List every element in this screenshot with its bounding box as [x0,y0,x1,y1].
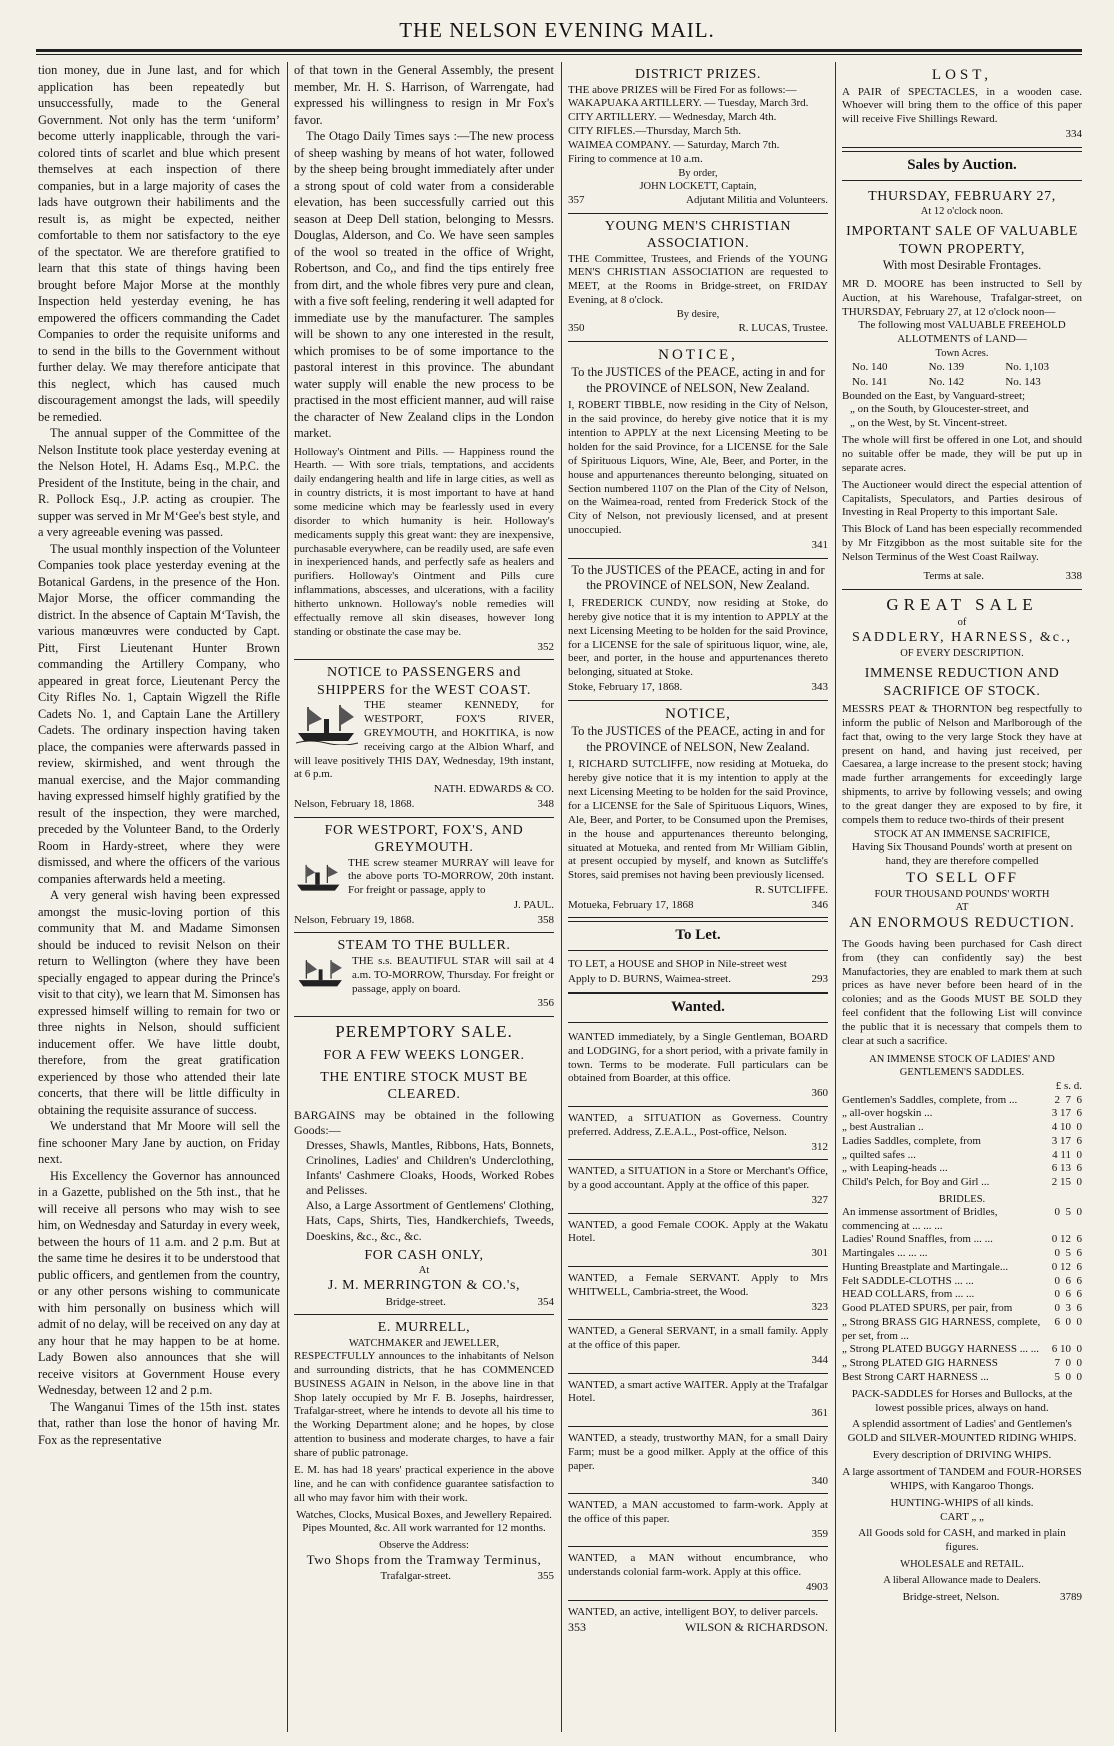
lost-heading: LOST, [931,67,993,83]
auction-text: MR D. MOORE has been instructed to Sell by Auction, at his Warehouse, Trafalgar-street, on THURSDAY, February 27, at 12 o'clock noon— [842,277,1082,318]
advert-number: 312 [811,1140,828,1153]
column-divider [287,62,288,1732]
district-prizes-sign2: Adjutant Militia and Volunteers. [686,193,828,206]
price-item: „ Strong PLATED GIG HARNESS [842,1357,998,1370]
auction-text2: The following most VALUABLE FREEHOLD ALLOTMENTS of LAND— [858,319,1066,346]
masthead-rule [36,49,1082,52]
advert-number: 3789 [1060,1591,1082,1604]
price-item: „ best Australian .. [842,1121,924,1134]
murrell-sub: WATCHMAKER and JEWELLER, [348,1337,500,1349]
great-sale-advert [842,590,1082,1606]
news-paragraph: of that town in the General Assembly, the present member, Mr. H. S. Harrison, of Warrengate, had expressed his willingness to resign in Mr Fox's favor. [294,63,554,127]
westport-heading: FOR WESTPORT, FOX'S, AND GREYMOUTH. [324,822,524,856]
auction-lots [842,360,1082,389]
news-paragraph: The Wanganui Times of the 15th inst. states that, rather than lose the honor of having Mr. Fox as the representative [38,1399,280,1447]
price-row [842,1357,1082,1371]
price-item: Good PLATED SPURS, per pair, from [842,1302,1013,1315]
column-1-news [38,62,280,1730]
price-value: 2 15 0 [1051,1176,1082,1189]
great-sale-text: MESSRS PEAT & THORNTON beg respectfully to inform the public of Nelson and Marlborough of the fact that, owing to the very large Stock they have at present on hand, and having just received, per Caesarea, a large increase to the present stock; having made further arrangements for exceedingly large shipments, to arrive by following vessels; and owing to the great danger they are exposed to by fire, it compels them to reduce two-thirds of their present [842,703,1082,826]
column-2 [294,62,554,1730]
notice-sub: To the JUSTICES of the PEACE, acting in and for the PROVINCE of NELSON, New Zealand. [571,365,825,395]
great-sale-assortment: AN IMMENSE STOCK OF LADIES' AND GENTLEMEN'S SADDLES. [869,1053,1055,1078]
masthead-rule-thin [36,54,1082,55]
price-row [842,1107,1082,1121]
price-row [842,1247,1082,1261]
news-paragraph: We understand that Mr Moore will sell the fine schooner Mary Jane by auction, on Friday next. [38,1119,280,1166]
murrell-observe: Observe the Address: [379,1540,469,1552]
peremptory-heading: PEREMPTORY SALE. [335,1022,513,1042]
wanted-text: WANTED, a General SERVANT, in a small family. Apply at the office of this paper. [568,1325,828,1352]
price-row [842,1261,1082,1275]
price-item: „ with Leaping-heads ... [842,1162,948,1175]
buller-text: THE s.s. BEAUTIFUL STAR will sail at 4 a.m. TO-MORROW, Thursday. For freight or passage, apply on board. [352,954,554,995]
price-item: Martingales ... ... ... [842,1247,928,1260]
great-sale-four: FOUR THOUSAND POUNDS' WORTH [874,889,1050,901]
advert-number: 354 [537,1295,554,1308]
to-let-advert [568,954,828,992]
westport-text: THE screw steamer MURRAY will leave for the above ports TO-MORROW, 20th instant. For freight or passage, apply to [348,856,554,897]
wanted-list [568,1026,828,1620]
price-row [842,1176,1082,1190]
auction-title: IMPORTANT SALE OF VALUABLE TOWN PROPERTY, [846,224,1078,257]
lost-text: A PAIR of SPECTACLES, in a wooden case. Whoever will bring them to the office of this paper will receive Five Shillings Reward. [842,85,1082,126]
price-item: „ Strong BRASS GIG HARNESS, complete, per set, from ... [842,1315,1041,1342]
news-paragraph: tion money, due in June last, and for which application has been repeatedly but unsuccessfully, made to the General Government. Not only has the term ‘uniform’ become utterly inapplicable, through the vari-colored tints of scarlet and blue which present themselves at each inspection of there companies, but in a large majority of cases the lads have outgrown their habiliments and the result is, as might be expected, neither comfortable to them nor satisfactory to the eye of the spectator. We are therefore gratified to learn that this state of things having been brought before Major Morse at the monthly Inspection held yesterday evening, he has empowered the officers commanding the Cadet Companies to order the requisite uniforms and to send in the bills to the Government without further delay. We may therefore anticipate that this neglect, which has caused much discouragement amongst the lads, will speedily be remedied. [38,63,280,424]
price-value: 5 0 0 [1054,1370,1082,1383]
district-prizes-line: CITY RIFLES.—Thursday, March 5th. [568,125,742,138]
notice-text: I, ROBERT TIBBLE, now residing in the City of Nelson, in the said province, do hereby give notice that it is my intention to APPLY at the next Licensing Meeting to be holden for the said Province, for a LICENSE for the Sale of Spirituous Liquors, Wine, Ale, Beer, and Porter, in the house and appurtenances thereunto belonging, situated on Section numbered 1107 on the Plan of the City of Nelson, on the Waimea-road, rented from Frederick Stock of the City of Nelson, not previously licensed, and at present unoccupied. [568,399,828,537]
murrell-heading: E. MURRELL, [377,1320,471,1336]
notice-heading: NOTICE, [658,346,738,363]
advert-number: 4903 [806,1581,828,1594]
price-value: 3 17 6 [1051,1107,1082,1120]
auction-bound: Bounded on the East, by Vanguard-street; [842,389,1026,402]
wanted-advert [568,1107,828,1160]
price-item: „ quilted safes ... [842,1148,916,1161]
ymca-sign: R. LUCAS, Trustee. [738,322,828,335]
wanted-firm: WILSON & RICHARDSON. [684,1619,828,1634]
price-value: 2 7 6 [1054,1093,1082,1106]
wanted-heading: Wanted. [568,993,828,1023]
price-item: Ladies Saddles, complete, from [842,1134,981,1147]
murrell-text3: Watches, Clocks, Musical Boxes, and Jewellery Repaired. Pipes Mounted, &c. All work warranted for 12 months. [296,1508,552,1535]
column-4 [842,62,1082,1730]
to-let-apply: Apply to D. BURNS, Waimea-street. [568,973,731,986]
ymca-text: THE Committee, Trustees, and Friends of the YOUNG MEN'S CHRISTIAN ASSOCIATION are requested to MEET, at the Rooms in Bridge-street, on FRIDAY Evening, at 8 o'clock. [568,252,828,307]
ymca-heading: YOUNG MEN'S CHRISTIAN ASSOCIATION. [604,218,792,252]
column-divider [561,62,562,1732]
price-columns: £ s. d. [1055,1079,1082,1092]
wanted-text: WANTED immediately, by a Single Gentleman, BOARD and LODGING, for a short period, with a private family in town. Terms to be moderate. Full particulars can be obtained from Boarder, at this office. [568,1030,828,1085]
advert-number: 338 [1065,569,1082,582]
price-row [842,1206,1082,1234]
peremptory-at: At [418,1265,430,1277]
price-value: 0 12 6 [1051,1233,1082,1246]
price-item: „ all-over hogskin ... [842,1107,933,1120]
lot-number: No. 140 [852,361,888,374]
murrell-text: RESPECTFULLY announces to the inhabitants of Nelson and surrounding districts, that he has COMMENCED BUSINESS AGAIN in Nelson, in the above line in that Shop lately occupied by Mr F. B. Josephs, hairdresser, Trafalgar-street, where he intends to devote all his time to the Working Department alone; and he hopes, by close attention to business and moderate charges, to have a fair share of public patronage. [294,1350,554,1460]
to-let-heading: To Let. [568,921,828,951]
advert-number: 323 [811,1300,828,1313]
price-row [842,1149,1082,1163]
steamship-icon [294,957,348,991]
great-sale-large: A large assortment of TANDEM and FOUR-HORSES WHIPS, with Kangaroo Thongs. [842,1466,1082,1492]
great-sale-having: Having Six Thousand Pounds' worth at present on hand, they are therefore compelled [851,840,1073,867]
price-row [842,1275,1082,1289]
price-row [842,1288,1082,1302]
wanted-advert [568,1601,828,1620]
advert-number: 293 [811,973,828,986]
murrell-street: Trafalgar-street. [380,1569,452,1582]
district-prizes-line: Firing to commence at 10 a.m. [568,152,703,165]
price-value: 4 11 0 [1052,1148,1082,1161]
masthead: THE NELSON EVENING MAIL. [399,18,715,42]
price-row [842,1302,1082,1316]
great-sale-sell: TO SELL OFF [905,869,1018,886]
to-let-text: TO LET, a HOUSE and SHOP in Nile-street west [568,958,787,971]
passengers-date: Nelson, February 18, 1868. [294,797,415,810]
price-value: 6 13 6 [1051,1162,1082,1175]
wanted-text: WANTED, a MAN accustomed to farm-work. Apply at the office of this paper. [568,1499,828,1525]
news-paragraph: The Otago Daily Times says :—The new process of sheep washing by means of hot water, followed by the sheep being brought immediately after under a strong spout of cold water from a considerable elevation, has been successfully carried out this season at Deep Dell station, belonging to Messrs. Douglas, Alderson, and Co. We have seen samples of the wool so treated in the office of Wright, Robertson, and Co,, and find the tips entirely free from dirt, and the whole fibres very pure and clean, with a five soft feeling, rendering it well adapted for immediate use by the manufacturer. The samples will be shown to any one interested in the result, which promises to be of some importance to the pastoral interest in this province. The abundant water supply will enable the new process to be practised in the most efficient manner, aud will raise the character of New Zealand clips in the London market. [294,129,554,440]
price-value: 0 6 6 [1054,1274,1082,1287]
holloway-text: Holloway's Ointment and Pills. — Happiness round the Hearth. — With sore trials, temptations, and accidents daily endangering health and life in large cities, as well as in country districts, it is most important to have at hand some medicine which may be fearlessly used in every disorder to which humanity is heir. Holloway's medicaments supply this great want: they are inexpensive, purchasable everywhere, can be readily used, are safe even in inexperienced hands, and perfectly safe as healers and purifiers. Holloway's Ointment and Pills cure inflammations, abscesses, and ulcerations, with a facility hitherto unknown. Holloway's noble remedies will effectually remove all skin diseases, however long standing or obstinate the case may be. [294,445,554,638]
news-paragraph: His Excellency the Governor has announced in a Gazette, published on the 5th inst., that he will receive all persons who may wish to see him, on Wednesday and Saturday in every week, between the hours of 11 a.m. and 2 p.m. But at the same time he desires it to be understood that public officers, and gentlemen from the country, or any other persons wishing to communicate with him personally on business which will admit of no delay, will be received on any day at any hour that he may happen to be at home. Lady Bowen also announces that she will receive visitors at Government House every Wednesday, between 12 and 2 p.m. [38,1168,280,1397]
notice-sub: To the JUSTICES of the PEACE, acting in and for the PROVINCE of NELSON, New Zealand. [571,562,825,593]
wanted-advert [568,1267,828,1320]
great-sale-every2: Every description of DRIVING WHIPS. [872,1449,1052,1462]
advert-number: 352 [537,640,554,653]
peremptory-cash: FOR CASH ONLY, [364,1247,484,1263]
price-row [842,1343,1082,1357]
wanted-advert [568,1427,828,1494]
wanted-text: WANTED, a MAN without encumbrance, who understands colonial farm-work. Apply at this office. [568,1552,828,1579]
ymca-desire: By desire, [676,308,720,320]
lot-number: No. 143 [1005,375,1041,388]
price-row [842,1233,1082,1247]
price-item: Ladies' Round Snaffles, from ... ... [842,1233,993,1246]
advert-number: 348 [537,797,554,810]
district-prizes-line: WAIMEA COMPANY. — Saturday, March 7th. [568,138,780,151]
advert-number: 359 [811,1527,828,1540]
lot-number: No. 141 [852,375,888,388]
auction-town: Town Acres. [935,348,989,360]
price-item: Child's Pelch, for Boy and Girl ... [842,1176,990,1189]
price-value: 0 12 6 [1051,1260,1082,1273]
peremptory-sale-advert [294,1017,554,1315]
great-sale-wholesale: WHOLESALE and RETAIL. [900,1559,1024,1571]
advert-number: 353 [568,1619,586,1634]
lost-notice [842,62,1082,148]
passengers-notice [294,660,554,817]
auction-time: At 12 o'clock noon. [920,206,1004,218]
district-prizes-line: CITY ARTILLERY. — Wednesday, March 4th. [568,111,777,124]
saddle-price-list [842,1094,1082,1190]
great-sale-hunt: HUNTING-WHIPS of all kinds. [890,1496,1034,1509]
district-prizes-sign: JOHN LOCKETT, Captain, [639,180,757,192]
lot-number: No. 1,103 [1005,361,1050,374]
advert-number: 358 [537,913,554,926]
auction-advert [842,184,1082,590]
advert-number: 344 [811,1353,828,1366]
news-paragraph: The annual supper of the Committee of the Nelson Institute took place yesterday evening at the Nelson Hotel, H. Adams Esq., M.P.C. the President of the Institute, being in the chair, and R. Pollock Esq., J.P. acting as croupier. The supper was served in Mr M‘Gee's best style, and a very agreeable evening was passed. [38,426,280,539]
price-row [842,1316,1082,1344]
district-prizes-heading: DISTRICT PRIZES. [634,67,762,82]
advert-number: 301 [811,1247,828,1260]
wanted-text: WANTED, a steady, trustworthy MAN, for a small Dairy Farm; must be a good milker. Apply at the office of this paper. [568,1431,828,1472]
great-sale-splendid: A splendid assortment of Ladies' and Gentlemen's GOLD and SILVER-MOUNTED RIDING WHIPS. [847,1418,1077,1445]
advert-number: 341 [811,539,828,552]
advert-number: 343 [811,681,828,694]
sales-by-auction-heading: Sales by Auction. [842,151,1082,181]
advert-number: 327 [811,1193,828,1206]
buller-heading: STEAM TO THE BULLER. [337,938,511,954]
news-paragraph: The usual monthly inspection of the Volunteer Companies took place yesterday evening at the Botanical Gardens, in the presence of the Hon. Major Morse, the officer commanding the district. In the absence of Captain M‘Tavish, the various manœuvres were conducted by Capt. Pitt, First Lieutenant Hunter Brown commanding the Artillery Company, who appeared in great force, Lieutenant Percy the City Rifles No. 1, Captain Wigzell the Rifle Cadets No. 1, and Captain Lane the Artillery Cadets. The ordinary inspection having taken place, the companies were afterwards passed in review, skirmished, and went through the manual exercise, and the Major commanding having expressed himself highly gratified by the result of the inspection, they were marched, preceded by the Volunteer Band, to the Orderly Room in Hardy-street, where they were dismissed, and where the officers of the various companies afterwards held a meeting. [38,541,280,886]
notice-date: Stoke, February 17, 1868. [568,681,683,694]
price-row [842,1162,1082,1176]
wanted-text: WANTED, a good Female COOK. Apply at the Wakatu Hotel. [568,1218,828,1245]
bridles-heading: BRIDLES. [938,1193,986,1205]
price-item: Best Strong CART HARNESS ... [842,1370,989,1383]
murrell-advert [294,1315,554,1588]
district-prizes-text: THE above PRIZES will be Fired For as follows:— [568,83,797,96]
price-value: 0 5 0 [1054,1205,1082,1218]
peremptory-goods: Dresses, Shawls, Mantles, Ribbons, Hats, Bonnets, Crinolines, Ladies' and Children's Underclothing, Infants' Cashmere Cloaks, Hoods, Worked Robes and Pelisses. [306,1137,554,1198]
price-row [842,1121,1082,1135]
wanted-text: WANTED, a smart active WAITER. Apply at the Trafalgar Hotel. [568,1378,828,1405]
wanted-advert [568,1547,828,1600]
wanted-advert [568,1320,828,1373]
wanted-advert [568,1374,828,1427]
price-value: 3 17 6 [1051,1134,1082,1147]
peremptory-sub: FOR A FEW WEEKS LONGER. [323,1048,525,1064]
great-sale-cart: CART „ „ [940,1510,984,1523]
westport-date: Nelson, February 19, 1868. [294,913,415,926]
price-item: An immense assortment of Bridles, commencing at ... ... ... [842,1205,998,1232]
advert-number: 360 [811,1087,828,1100]
column-divider [835,62,836,1732]
notice-sign: R. SUTCLIFFE. [754,884,828,897]
price-item: Hunting Breastplate and Martingale... [842,1260,1009,1273]
great-sale-sub: SADDLERY, HARNESS, &c., [852,629,1072,645]
price-item: „ Strong PLATED BUGGY HARNESS ... ... [842,1343,1039,1356]
price-item: Gentlemen's Saddles, complete, from ... [842,1093,1018,1106]
murrell-text2: E. M. has had 18 years' practical experience in the above line, and he can with confidence guarantee satisfaction to all who may favor him with their work. [294,1463,554,1504]
price-value: 7 0 0 [1054,1357,1082,1370]
notice-sutcliffe [568,701,828,919]
wanted-advert [568,1494,828,1547]
peremptory-sub2: THE ENTIRE STOCK MUST BE CLEARED. [320,1069,528,1103]
advert-number: 340 [811,1474,828,1487]
price-item: Felt SADDLE-CLOTHS ... ... [842,1274,974,1287]
auction-bound: „ on the West, by St. Vincent-street. [850,417,1008,430]
advert-number: 350 [568,322,585,335]
wanted-advert [568,1026,828,1107]
notice-sub: To the JUSTICES of the PEACE, acting in and for the PROVINCE of NELSON, New Zealand. [571,724,825,754]
peremptory-street: Bridge-street. [385,1295,446,1308]
notice-tibble [568,342,828,559]
westport-notice [294,818,554,934]
advert-number: 361 [811,1407,828,1420]
news-paragraph: A very general wish having been expressed amongst the music-loving portion of this community that M. and Madame Simonsen should be induced to revisit Nelson on their return to Wellington (where they have been specially engaged to appear during the Prince's visit to that city), we learn that M. Simonsen has expressed himself willing to remain for two or three nights in Nelson, should sufficient inducement offer. We have little doubt, therefore, from the great gratification experienced by those who attended their late concerts, that there will be little difficulty in obtaining the requisite assurance of success. [38,888,280,1117]
auction-sub: With most Desirable Frontages. [882,258,1042,273]
wanted-text: WANTED, a SITUATION in a Store or Merchant's Office, by a good accountant. Apply at the office of this paper. [568,1165,828,1192]
price-value: 4 10 0 [1051,1121,1082,1134]
price-value: 0 3 6 [1054,1302,1082,1315]
price-row [842,1371,1082,1385]
wanted-text: WANTED, an active, intelligent BOY, to deliver parcels. [568,1605,818,1618]
murrell-address: Two Shops from the Tramway Terminus, [306,1552,542,1568]
notice-text: I, FREDERICK CUNDY, now residing at Stoke, do hereby give notice that it is my intention to APPLY at the next Licensing Meeting to be holden for the said Province, for a LICENSE for the sale of spirituous liquor, wine, ale, beer, and porter, in the house and appurtenances thereto belonging, situated at Stoke. [568,596,828,679]
auction-text3: The whole will first be offered in one Lot, and should no suitable offer be made, they will be put up in separate acres. [842,434,1082,474]
advert-number: 356 [537,997,554,1010]
district-prizes-order: By order, [678,167,718,179]
holloway-advert [294,442,554,661]
ymca-notice [568,214,828,342]
peremptory-text: BARGAINS may be obtained in the following Goods:— [294,1107,554,1137]
westport-signature: J. PAUL. [513,899,554,912]
notice-text: I, RICHARD SUTCLIFFE, now residing at Motueka, do hereby give notice that it is my intention to apply at the next Licensing Meeting to be holden for the said Province, for a LICENSE for the Sale of Spirituous Liquors, Wines, Ale, Beer, and Porter, to be Consumed upon the Premises, in the house and appurtenances thereunto belonging, situated at Motueka, and rented from Mr William Giblin, at present occupied by myself, and known as Sutcliffe's Stores, said premises not having been previously licensed. [568,758,828,882]
lot-number: No. 139 [928,361,965,374]
wanted-advert [568,1160,828,1213]
notice-cundy [568,559,828,701]
lot-number: No. 142 [928,375,965,388]
steamship-icon [294,859,344,895]
auction-text5: This Block of Land has been especially recommended by Mr Fitzgibbon as the most suitable site for the Nelson Terminus of the West Coast Railway. [842,523,1082,564]
great-sale-bridge: Bridge-street, Nelson. [902,1591,1000,1604]
wanted-advert [568,1214,828,1267]
great-sale-of: of [957,616,967,628]
great-sale-all: All Goods sold for CASH, and marked in plain figures. [858,1527,1066,1554]
column-3 [568,62,828,1730]
passengers-signature: NATH. EDWARDS & CO. [433,783,554,796]
great-sale-at: AT [955,902,969,914]
advert-number: 346 [811,898,828,911]
great-sale-text2: The Goods having been purchased for Cash direct from (they can confidently say) the best Manufactories, they are enabled to mark them at such prices as have never before been heard of in the colonies; and as the Goods MUST BE SOLD they feel confident that the following List will convince the public that it is necessary that compels them to clear at such a sacrifice. [842,937,1082,1047]
advert-number: 334 [1065,128,1082,141]
district-prizes-line: WAKAPUAKA ARTILLERY. — Tuesday, March 3rd. [568,97,809,110]
great-sale-enormous: AN ENORMOUS REDUCTION. [849,915,1075,932]
notice-heading: NOTICE, [665,705,731,722]
advert-number: 355 [537,1569,554,1582]
passengers-text: THE steamer KENNEDY, for WESTPORT, FOX'S RIVER, GREYMOUTH, and HOKITIKA, is now receiving cargo at the Albion Wharf, and will leave positively THIS DAY, Wednesday, 19th instant, at 6 p.m. [294,699,554,781]
great-sale-stock: STOCK AT AN IMMENSE SACRIFICE, [873,828,1051,840]
great-sale-reduction: IMMENSE REDUCTION AND SACRIFICE OF STOCK. [864,666,1060,699]
great-sale-pack: PACK-SADDLES for Horses and Bullocks, at the lowest possible prices, always on hand. [851,1387,1073,1414]
wanted-text: WANTED, a Female SERVANT. Apply to Mrs WHITWELL, Cambria-street, the Wood. [568,1271,828,1298]
notice-date: Motueka, February 17, 1868 [568,898,694,911]
auction-terms: Terms at sale. [923,569,985,582]
great-sale-liberal: A liberal Allowance made to Dealers. [883,1575,1041,1587]
price-value: 6 10 0 [1051,1343,1082,1356]
advert-number: 357 [568,193,585,206]
auction-text4: The Auctioneer would direct the especial attention of Capitalists, Speculators, and Parties desirous of Investing in Real Property to this important Sale. [842,478,1082,519]
great-sale-heading: GREAT SALE [886,594,1038,614]
price-value: 6 0 0 [1054,1315,1082,1328]
bridle-price-list [842,1206,1082,1385]
peremptory-goods2: Also, a Large Assortment of Gentlemens' Clothing, Hats, Caps, Shirts, Ties, Handkerchiefs, Tweeds, Doeskins, &c., &c., &c. [306,1198,554,1243]
wanted-text: WANTED, a SITUATION as Governess. Country preferred. Address, Z.E.A.L., Post-office, Nelson. [568,1111,828,1138]
district-prizes-notice [568,62,828,214]
passengers-heading: NOTICE to PASSENGERS and SHIPPERS for the WEST COAST. [317,665,531,698]
great-sale-every: OF EVERY DESCRIPTION. [900,647,1024,659]
buller-notice [294,933,554,1017]
peremptory-firm: J. M. MERRINGTON & CO.'s, [327,1278,521,1294]
price-row [842,1135,1082,1149]
price-value: 0 6 6 [1054,1288,1082,1301]
price-value: 0 5 6 [1054,1247,1082,1260]
auction-date: THURSDAY, FEBRUARY 27, [868,188,1056,204]
price-item: HEAD COLLARS, from ... ... [842,1288,975,1301]
auction-bound: „ on the South, by Gloucester-street, and [850,403,1029,416]
steamship-icon [294,701,360,745]
price-row [842,1094,1082,1108]
